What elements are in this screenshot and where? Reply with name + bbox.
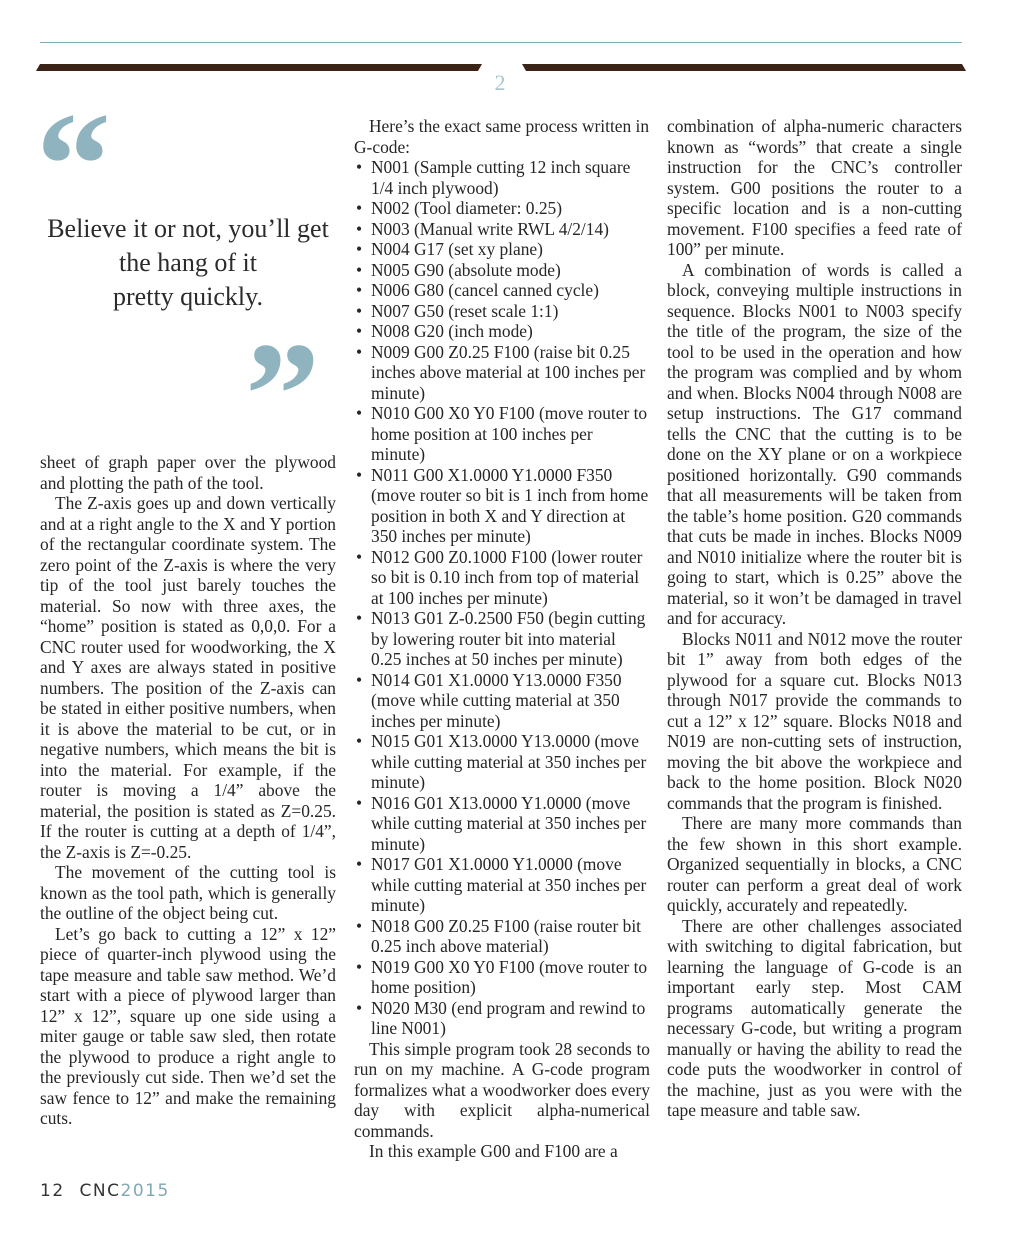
list-item: • N006 G80 (cancel canned cycle) xyxy=(354,280,650,301)
list-item: • N011 G00 X1.0000 Y1.0000 F350 (move router so bit is 1 inch from home position in both X and Y direction at 350 inches per minute) xyxy=(354,465,650,547)
list-item: • N010 G00 X0 Y0 F100 (move router to home position at 100 inches per minute) xyxy=(354,403,650,465)
magazine-name: CNC xyxy=(79,1181,121,1201)
list-item: • N001 (Sample cutting 12 inch square 1/4 inch plywood) xyxy=(354,157,650,198)
list-item: • N012 G00 Z0.1000 F100 (lower router so bit is 0.10 inch from top of material at 100 inches per minute) xyxy=(354,547,650,609)
pull-quote-line: pretty quickly. xyxy=(113,282,263,311)
section-marker: 2 xyxy=(494,70,506,95)
column-2 xyxy=(354,116,650,1162)
magazine-year: 2015 xyxy=(120,1181,170,1201)
list-item: • N004 G17 (set xy plane) xyxy=(354,239,650,260)
pull-quote-line: the hang of it xyxy=(119,248,257,277)
paragraph: sheet of graph paper over the plywood and plotting the path of the tool. xyxy=(40,452,336,493)
pull-quote-line: Believe it or not, you’ll get xyxy=(47,214,329,243)
paragraph: In this example G00 and F100 are a xyxy=(369,1141,618,1161)
column-1 xyxy=(40,452,336,1129)
paragraph: There are other challenges associated with switching to digital fabrication, but learning the language of G-code is an important early step. Most CAM programs automatically generate the necessary G-code, but writing a program manually or having the ability to read the code puts the woodworker in control of the machine, just as you were with the tape measure and table saw. xyxy=(667,915,962,1120)
list-item: • N018 G00 Z0.25 F100 (raise router bit 0.25 inch above material) xyxy=(354,916,650,957)
list-item: • N015 G01 X13.0000 Y13.0000 (move while cutting material at 350 inches per minute) xyxy=(354,731,650,793)
paragraph: The Z-axis goes up and down vertically and at a right angle to the X and Y portion of the rectangular coordinate system. The zero point of the Z-axis is where the very tip of the tool just barely touches the material. So now with three axes, the “home” position is stated as 0,0,0. For a CNC router used for woodworking, the X and Y axes are always stated in positive numbers. The position of the Z-axis can be stated in either positive numbers, when it is above the material to be cut, or in negative numbers, which means the bit is into the material. For example, if the router is moving a 1/4” above the material, the position is stated as Z=0.25. If the router is cutting at a depth of 1/4”, the Z-axis is Z=-0.25. xyxy=(40,493,336,862)
list-item: • N009 G00 Z0.25 F100 (raise bit 0.25 inches above material at 100 inches per minute) xyxy=(354,342,650,404)
list-item: • N003 (Manual write RWL 4/2/14) xyxy=(354,219,650,240)
list-item: • N017 G01 X1.0000 Y1.0000 (move while cutting material at 350 inches per minute) xyxy=(354,854,650,916)
gcode-list xyxy=(354,157,650,1039)
paragraph: A combination of words is called a block, conveying multiple instructions in sequence. Blocks N001 to N003 specify the title of the program, the size of the tool to be used in the operation and how the program was complied and by whom and when. Blocks N004 through N008 are setup instructions. The G17 command tells the CNC that the cutting is to be done on the XY plane or on a workpiece positioned horizontally. G90 commands that all measurements will be taken from the table’s home position. G20 commands that cuts be made in inches. Blocks N009 and N010 initialize where the router bit is going to start, which is 0.25” above the material, so it won’t be damaged in travel and for accuracy. xyxy=(667,259,962,628)
open-quote-icon: “ xyxy=(36,82,111,248)
paragraph: combination of alpha-numeric characters known as “words” that create a single instruction for the CNC’s controller system. G00 positions the router to a specific location and is a non-cutting movement. F100 specifies a feed rate of 100” per minute. xyxy=(667,116,962,259)
list-item: • N013 G01 Z-0.2500 F50 (begin cutting by lowering router bit into material 0.25 inches at 50 inches per minute) xyxy=(354,608,650,670)
paragraph: Let’s go back to cutting a 12” x 12” piece of quarter-inch plywood using the tape measure and table saw method. We’d start with a piece of plywood larger than 12” x 12”, square up one side using a miter gauge or table saw sled, then rotate the plywood to produce a right angle to the previously cut side. Then we’d set the saw fence to 12” and make the remaining cuts. xyxy=(40,923,336,1128)
page-number: 12 xyxy=(40,1181,65,1201)
paragraph: This simple program took 28 seconds to run on my machine. A G-code program formalizes what a woodworker does every day with explicit alpha-numerical commands. xyxy=(354,1038,650,1141)
paragraph: Blocks N011 and N012 move the router bit 1” away from both edges of the plywood for a square cut. Blocks N013 through N017 provide the commands to cut a 12” x 12” square. Blocks N018 and N019 are non-cutting sets of instruction, moving the bit above the workpiece and back to the home position. Block N020 commands that the program is finished. xyxy=(667,628,962,813)
list-item: • N002 (Tool diameter: 0.25) xyxy=(354,198,650,219)
list-item: • N019 G00 X0 Y0 F100 (move router to home position) xyxy=(354,957,650,998)
list-item: • N005 G90 (absolute mode) xyxy=(354,260,650,281)
column-3 xyxy=(667,116,962,1121)
list-item: • N016 G01 X13.0000 Y1.0000 (move while cutting material at 350 inches per minute) xyxy=(354,793,650,855)
pull-quote xyxy=(40,212,336,314)
page-footer xyxy=(40,1181,170,1201)
code-intro: Here’s the exact same process written in G-code: xyxy=(354,116,650,157)
paragraph: There are many more commands than the few shown in this short example. Organized sequentially in blocks, a CNC router can perform a great deal of work quickly, accurately and repeatedly. xyxy=(667,813,962,915)
paragraph: The movement of the cutting tool is known as the tool path, which is generally the outline of the object being cut. xyxy=(40,862,336,923)
header-rule xyxy=(40,42,962,43)
list-item: • N014 G01 X1.0000 Y13.0000 F350 (move while cutting material at 350 inches per minute) xyxy=(354,670,650,732)
list-item: • N007 G50 (reset scale 1:1) xyxy=(354,301,650,322)
header-bar-right xyxy=(522,64,966,71)
list-item: • N020 M30 (end program and rewind to line N001) xyxy=(354,998,650,1039)
list-item: • N008 G20 (inch mode) xyxy=(354,321,650,342)
header-bar-left xyxy=(36,64,482,71)
close-quote-icon: ” xyxy=(245,312,320,478)
